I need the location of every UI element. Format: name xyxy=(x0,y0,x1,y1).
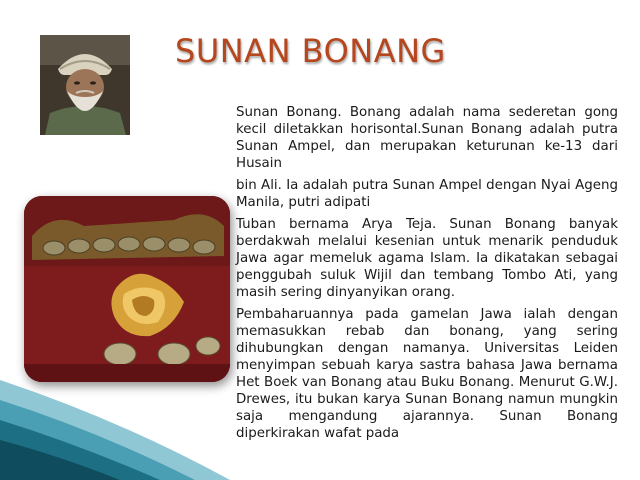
portrait-image xyxy=(40,35,130,135)
gamelan-illustration xyxy=(24,196,230,382)
paragraph-1: Sunan Bonang. Bonang adalah nama sederetan gong kecil diletakkan horisontal.Sunan Bonang adalah putra Sunan Ampel, dan merupakan keturunan ke-13 dari Husain xyxy=(236,105,618,171)
paragraph-4: Pembaharuannya pada gamelan Jawa ialah dengan memasukkan rebab dan bonang, yang sering dihubungkan dengan namanya. Universitas Leiden menyimpan sebuah karya sastra bahasa Jawa bernama Het Boek van Bonang atau Buku Bonang. Menurut G.W.J. Drewes, itu bukan karya Sunan Bonang namun mungkin saja mengandung ajarannya. Sunan Bonang diperkirakan wafat pada xyxy=(236,307,618,441)
paragraph-3: Tuban bernama Arya Teja. Sunan Bonang banyak berdakwah melalui kesenian untuk menarik penduduk Jawa agar memeluk agama Islam. Ia dikatakan sebagai penggubah suluk Wijil dan tembang Tombo Ati, yang masih sering dinyanyikan orang. xyxy=(236,217,618,300)
gamelan-photo xyxy=(24,196,230,382)
body-text xyxy=(236,104,618,447)
paragraph-2: bin Ali. Ia adalah putra Sunan Ampel dengan Nyai Ageng Manila, putri adipati xyxy=(236,178,618,210)
portrait-illustration xyxy=(40,35,130,135)
slide-title: SUNAN BONANG xyxy=(175,32,446,70)
